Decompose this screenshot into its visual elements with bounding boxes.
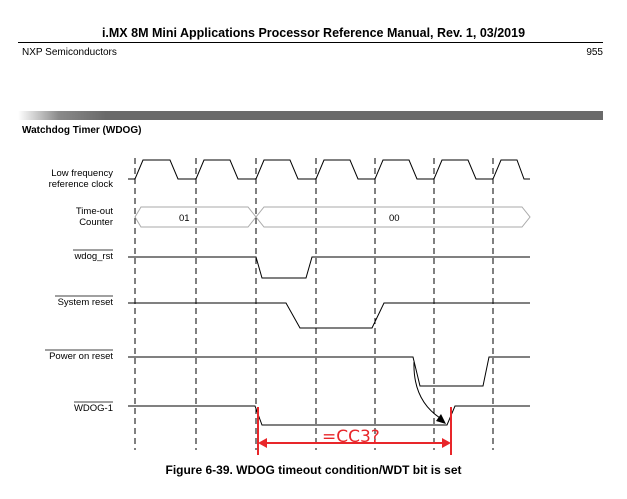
wdog-1-waveform — [128, 406, 530, 425]
label-ref-clock-line1: Low frequency — [51, 168, 113, 179]
section-title: Watchdog Timer (WDOG) — [22, 125, 142, 136]
counter-value-00: 00 — [389, 213, 400, 224]
manual-title: i.MX 8M Mini Applications Processor Reference Manual, Rev. 1, 03/2019 — [101, 26, 526, 40]
label-ref-clock-line2: reference clock — [48, 179, 113, 190]
causal-arrow-head — [436, 414, 446, 424]
label-power-on-reset: Power on reset — [49, 351, 113, 362]
page-number: 955 — [586, 47, 603, 58]
company-name: NXP Semiconductors — [22, 47, 117, 58]
causal-arrow — [414, 362, 440, 418]
label-timeout-line1: Time-out — [75, 206, 113, 217]
ref-clock-waveform — [128, 160, 530, 179]
label-wdog-rst: wdog_rst — [74, 251, 113, 262]
timeout-counter-bus — [135, 207, 530, 227]
power-on-reset-waveform — [128, 357, 530, 386]
label-wdog-1: WDOG-1 — [73, 403, 113, 414]
system-reset-waveform — [128, 303, 530, 328]
label-system-reset: System reset — [57, 297, 113, 308]
annotation-text: =CC3? — [322, 427, 380, 447]
red-arrowhead-left — [258, 438, 267, 448]
counter-value-01: 01 — [179, 213, 190, 224]
figure-caption: Figure 6-39. WDOG timeout condition/WDT bit is set — [165, 463, 462, 477]
wdog-rst-waveform — [128, 257, 530, 278]
red-arrowhead-right — [442, 438, 451, 448]
active-low-overbars — [45, 250, 113, 402]
label-timeout-line2: Counter — [79, 217, 113, 228]
